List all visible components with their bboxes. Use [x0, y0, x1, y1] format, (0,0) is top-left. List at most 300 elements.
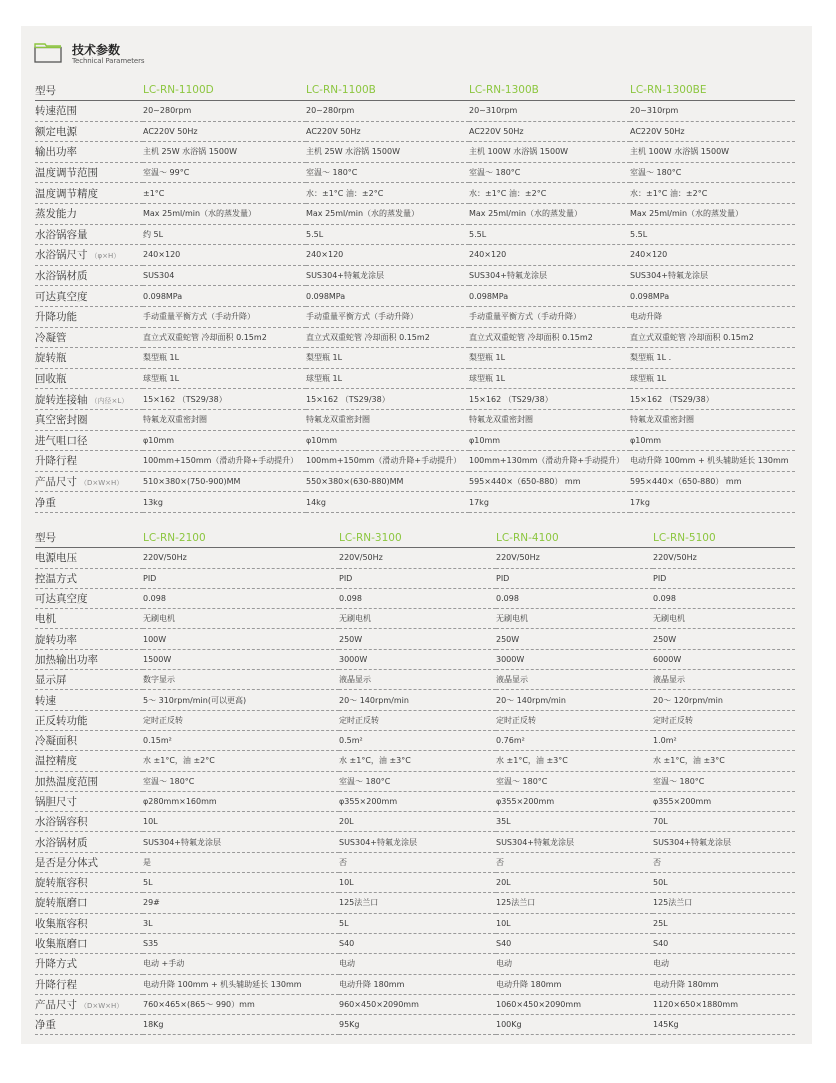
cell-value: φ355×200mm: [339, 791, 496, 811]
cell-value: SUS304+特氟龙涂层: [143, 832, 339, 852]
row-label-text: 产品尺寸: [35, 998, 77, 1011]
cell-value: PID: [143, 568, 339, 588]
table-row: [35, 430, 795, 451]
cell-value: φ280mm×160mm: [143, 791, 339, 811]
table-row: [35, 649, 795, 669]
table-row: [35, 162, 795, 183]
cell-value: Max 25ml/min（水的蒸发量）: [630, 203, 795, 224]
spec-table-1: [35, 80, 795, 513]
table-row: [35, 548, 795, 568]
cell-value: 约 5L: [143, 224, 306, 245]
row-label-text: 水浴锅容量: [35, 228, 88, 241]
cell-value: 特氟龙双重密封圈: [306, 409, 469, 430]
cell-value: 水：±1°C 油：±2°C: [469, 183, 630, 204]
cell-value: 水 ±1°C，油 ±2°C: [143, 751, 339, 771]
row-label: [35, 409, 143, 430]
cell-value: 主机 100W 水浴锅 1500W: [630, 142, 795, 163]
cell-value: 室温～ 180°C: [630, 162, 795, 183]
table-row: [35, 121, 795, 142]
row-label-text: 回收瓶: [35, 373, 67, 386]
cell-value: 250W: [339, 629, 496, 649]
table-row: [35, 710, 795, 730]
row-label: [35, 690, 143, 710]
cell-value: 液晶显示: [496, 670, 653, 690]
row-label: [35, 893, 143, 913]
row-label: [35, 162, 143, 183]
cell-value: 510×380×(750-900)MM: [143, 471, 306, 492]
model-name: LC-RN-1100D: [143, 80, 306, 101]
cell-value: SUS304+特氟龙涂层: [630, 265, 795, 286]
table-row: [35, 101, 795, 122]
cell-value: Max 25ml/min（水的蒸发量）: [143, 203, 306, 224]
cell-value: 100mm+130mm（滑动升降+手动提升）: [469, 451, 630, 472]
model-name: LC-RN-1300B: [469, 80, 630, 101]
row-label-text: 水浴锅材质: [35, 836, 88, 849]
cell-value: 无刷电机: [143, 609, 339, 629]
cell-value: 125法兰口: [653, 893, 795, 913]
cell-value: 1060×450×2090mm: [496, 994, 653, 1014]
cell-value: 20L: [339, 812, 496, 832]
table-row: [35, 832, 795, 852]
cell-value: 室温～ 180°C: [469, 162, 630, 183]
cell-value: 0.098: [143, 588, 339, 608]
cell-value: 手动重量平衡方式（手动升降）: [143, 306, 306, 327]
row-label: [35, 954, 143, 974]
row-label-text: 水浴锅容积: [35, 816, 88, 829]
row-label: [35, 933, 143, 953]
cell-value: 0.098: [339, 588, 496, 608]
row-label: [35, 730, 143, 750]
table-row: [35, 974, 795, 994]
row-label-text: 加热温度范围: [35, 775, 98, 788]
cell-value: 0.098MPa: [630, 286, 795, 307]
cell-value: 定时正反转: [496, 710, 653, 730]
cell-value: 17kg: [630, 492, 795, 513]
cell-value: 水：±1°C 油：±2°C: [306, 183, 469, 204]
cell-value: 20～ 120rpm/min: [653, 690, 795, 710]
cell-value: 数字显示: [143, 670, 339, 690]
model-name: LC-RN-4100: [496, 528, 653, 548]
row-label-text: 电源电压: [35, 552, 77, 565]
row-label: [35, 710, 143, 730]
row-label: [35, 121, 143, 142]
cell-value: 20~310rpm: [469, 101, 630, 122]
cell-value: 220V/50Hz: [496, 548, 653, 568]
row-label: [35, 286, 143, 307]
row-label-text: 水浴锅材质: [35, 270, 88, 283]
cell-value: Max 25ml/min（水的蒸发量）: [469, 203, 630, 224]
cell-value: S40: [653, 933, 795, 953]
cell-value: 240×120: [630, 245, 795, 266]
cell-value: 125法兰口: [496, 893, 653, 913]
cell-value: 电动: [653, 954, 795, 974]
cell-value: 室温～ 180°C: [653, 771, 795, 791]
row-label: [35, 101, 143, 122]
row-label: [35, 224, 143, 245]
cell-value: 定时正反转: [143, 710, 339, 730]
cell-value: 220V/50Hz: [653, 548, 795, 568]
cell-value: 梨型瓶 1L: [306, 348, 469, 369]
cell-value: 直立式双重蛇管 冷却面积 0.15m2: [469, 327, 630, 348]
table-row: [35, 203, 795, 224]
row-label: [35, 492, 143, 513]
row-label-text: 温控精度: [35, 755, 77, 768]
cell-value: 240×120: [469, 245, 630, 266]
cell-value: AC220V 50Hz: [469, 121, 630, 142]
model-label: 型号: [35, 80, 143, 101]
cell-value: SUS304+特氟龙涂层: [339, 832, 496, 852]
model-name: LC-RN-1300BE: [630, 80, 795, 101]
table-row: [35, 492, 795, 513]
row-label-text: 升降方式: [35, 958, 77, 971]
row-label: [35, 568, 143, 588]
row-label: [35, 751, 143, 771]
cell-value: 否: [653, 852, 795, 872]
cell-value: 10L: [143, 812, 339, 832]
row-label: [35, 771, 143, 791]
cell-value: 室温～ 180°C: [306, 162, 469, 183]
cell-value: 250W: [653, 629, 795, 649]
row-label-text: 收集瓶容积: [35, 917, 88, 930]
row-label-text: 转速: [35, 694, 56, 707]
cell-value: 0.098MPa: [306, 286, 469, 307]
row-label: [35, 348, 143, 369]
cell-value: 18Kg: [143, 1015, 339, 1035]
table-row: [35, 409, 795, 430]
cell-value: 主机 25W 水浴锅 1500W: [306, 142, 469, 163]
row-label-text: 显示屏: [35, 674, 67, 687]
cell-value: 0.098MPa: [143, 286, 306, 307]
cell-value: 250W: [496, 629, 653, 649]
cell-value: 0.098MPa: [469, 286, 630, 307]
cell-value: AC220V 50Hz: [143, 121, 306, 142]
cell-value: 220V/50Hz: [339, 548, 496, 568]
table-row: [35, 933, 795, 953]
cell-value: 10L: [339, 873, 496, 893]
table-row: [35, 893, 795, 913]
cell-value: 595×440×（650-880） mm: [630, 471, 795, 492]
table-row: [35, 954, 795, 974]
cell-value: 5L: [339, 913, 496, 933]
table-row: [35, 994, 795, 1014]
row-label-unit: （φ×H）: [90, 252, 121, 261]
cell-value: 595×440×（650-880） mm: [469, 471, 630, 492]
cell-value: 35L: [496, 812, 653, 832]
table-row: [35, 306, 795, 327]
row-label-text: 锅胆尺寸: [35, 796, 77, 808]
cell-value: AC220V 50Hz: [630, 121, 795, 142]
row-label: [35, 873, 143, 893]
row-label-text: 旋转瓶磨口: [35, 897, 88, 910]
table-row: [35, 389, 795, 410]
cell-value: 特氟龙双重密封圈: [630, 409, 795, 430]
cell-value: 是: [143, 852, 339, 872]
cell-value: 240×120: [143, 245, 306, 266]
table-row: [35, 471, 795, 492]
cell-value: 5.5L: [630, 224, 795, 245]
cell-value: 1500W: [143, 649, 339, 669]
row-label: [35, 368, 143, 389]
row-label: [35, 306, 143, 327]
cell-value: 手动重量平衡方式（手动升降）: [306, 306, 469, 327]
table-row: [35, 670, 795, 690]
cell-value: φ10mm: [306, 430, 469, 451]
cell-value: 否: [339, 852, 496, 872]
row-label-text: 正反转功能: [35, 714, 88, 727]
cell-value: S35: [143, 933, 339, 953]
table-row: [35, 265, 795, 286]
row-label-text: 旋转连接轴: [35, 393, 88, 406]
cell-value: 95Kg: [339, 1015, 496, 1035]
cell-value: SUS304+特氟龙涂层: [306, 265, 469, 286]
row-label-text: 冷凝面积: [35, 735, 77, 748]
row-label-text: 旋转瓶容积: [35, 877, 88, 890]
cell-value: φ10mm: [143, 430, 306, 451]
row-label: [35, 265, 143, 286]
table-row: [35, 690, 795, 710]
cell-value: PID: [496, 568, 653, 588]
cell-value: 球型瓶 1L: [306, 368, 469, 389]
cell-value: Max 25ml/min（水的蒸发量）: [306, 203, 469, 224]
row-label-text: 冷凝管: [35, 331, 67, 344]
cell-value: 13kg: [143, 492, 306, 513]
table-row: [35, 142, 795, 163]
row-label: [35, 327, 143, 348]
row-label-text: 输出功率: [35, 146, 77, 159]
row-label: [35, 994, 143, 1014]
row-label-text: 净重: [35, 1019, 56, 1032]
cell-value: AC220V 50Hz: [306, 121, 469, 142]
cell-value: SUS304+特氟龙涂层: [653, 832, 795, 852]
cell-value: 5L: [143, 873, 339, 893]
section-title: 技术参数: [72, 43, 121, 57]
table-row: [35, 588, 795, 608]
row-label-text: 净重: [35, 496, 56, 509]
cell-value: 100mm+150mm（滑动升降+手动提升）: [306, 451, 469, 472]
cell-value: 5.5L: [469, 224, 630, 245]
cell-value: 电动升降 100mm + 机头辅助延长 130mm: [630, 451, 795, 472]
cell-value: 14kg: [306, 492, 469, 513]
cell-value: 手动重量平衡方式（手动升降）: [469, 306, 630, 327]
row-label-text: 旋转功率: [35, 633, 77, 646]
cell-value: 电动 +手动: [143, 954, 339, 974]
row-label-text: 电机: [35, 613, 56, 626]
cell-value: 100Kg: [496, 1015, 653, 1035]
row-label: [35, 183, 143, 204]
cell-value: 无刷电机: [339, 609, 496, 629]
table-row: [35, 812, 795, 832]
cell-value: 3L: [143, 913, 339, 933]
model-label: 型号: [35, 528, 143, 548]
cell-value: 50L: [653, 873, 795, 893]
row-label: [35, 548, 143, 568]
table-row: [35, 791, 795, 811]
cell-value: 水 ±1°C，油 ±3°C: [496, 751, 653, 771]
table-row: [35, 730, 795, 750]
table-row: [35, 348, 795, 369]
cell-value: 球型瓶 1L: [630, 368, 795, 389]
cell-value: 550×380×(630-880)MM: [306, 471, 469, 492]
cell-value: 电动升降 180mm: [339, 974, 496, 994]
row-label: [35, 1015, 143, 1035]
cell-value: 水 ±1°C，油 ±3°C: [339, 751, 496, 771]
cell-value: 电动: [496, 954, 653, 974]
cell-value: SUS304+特氟龙涂层: [496, 832, 653, 852]
cell-value: 1120×650×1880mm: [653, 994, 795, 1014]
cell-value: 电动升降: [630, 306, 795, 327]
cell-value: S40: [339, 933, 496, 953]
cell-value: 电动升降 100mm + 机头辅助延长 130mm: [143, 974, 339, 994]
folder-icon: [34, 43, 62, 63]
cell-value: 电动: [339, 954, 496, 974]
cell-value: 20～ 140rpm/min: [339, 690, 496, 710]
table-row: [35, 751, 795, 771]
cell-value: 水 ±1°C，油 ±3°C: [653, 751, 795, 771]
cell-value: 29#: [143, 893, 339, 913]
row-label-text: 旋转瓶: [35, 352, 67, 365]
cell-value: 3000W: [339, 649, 496, 669]
row-label: [35, 588, 143, 608]
row-label: [35, 245, 143, 266]
table-row: [35, 771, 795, 791]
row-label-unit: （D×W×H）: [80, 1001, 124, 1010]
row-label-unit: （内径×L）: [90, 396, 129, 405]
model-name: LC-RN-2100: [143, 528, 339, 548]
cell-value: 20~310rpm: [630, 101, 795, 122]
row-label: [35, 430, 143, 451]
row-label-text: 控温方式: [35, 572, 77, 585]
cell-value: 球型瓶 1L: [469, 368, 630, 389]
row-label-text: 温度调节范围: [35, 167, 98, 180]
spec-table-2: [35, 528, 795, 1035]
cell-value: 5～ 310rpm/min(可以更高): [143, 690, 339, 710]
row-label-text: 额定电源: [35, 125, 77, 138]
cell-value: 5.5L: [306, 224, 469, 245]
cell-value: 特氟龙双重密封圈: [143, 409, 306, 430]
cell-value: 直立式双重蛇管 冷却面积 0.15m2: [630, 327, 795, 348]
row-label-text: 升降功能: [35, 311, 77, 324]
cell-value: 10L: [496, 913, 653, 933]
cell-value: 100mm+150mm（滑动升降+手动提升）: [143, 451, 306, 472]
cell-value: 室温～ 99°C: [143, 162, 306, 183]
row-label-text: 加热输出功率: [35, 653, 98, 666]
cell-value: PID: [653, 568, 795, 588]
row-label-unit: （D×W×H）: [80, 478, 124, 487]
cell-value: 0.098: [653, 588, 795, 608]
cell-value: φ355×200mm: [496, 791, 653, 811]
cell-value: 0.098: [496, 588, 653, 608]
cell-value: SUS304+特氟龙涂层: [469, 265, 630, 286]
cell-value: 主机 25W 水浴锅 1500W: [143, 142, 306, 163]
cell-value: 240×120: [306, 245, 469, 266]
cell-value: 定时正反转: [653, 710, 795, 730]
cell-value: ±1°C: [143, 183, 306, 204]
cell-value: 15×162 （TS29/38）: [143, 389, 306, 410]
table-row: [35, 286, 795, 307]
row-label: [35, 142, 143, 163]
table-row: [35, 568, 795, 588]
cell-value: 0.5m²: [339, 730, 496, 750]
model-header-row: [35, 80, 795, 101]
cell-value: 直立式双重蛇管 冷却面积 0.15m2: [306, 327, 469, 348]
cell-value: 主机 100W 水浴锅 1500W: [469, 142, 630, 163]
row-label: [35, 609, 143, 629]
cell-value: 定时正反转: [339, 710, 496, 730]
cell-value: 145Kg: [653, 1015, 795, 1035]
row-label-text: 蒸发能力: [35, 208, 77, 221]
row-label: [35, 629, 143, 649]
cell-value: 20~280rpm: [143, 101, 306, 122]
cell-value: 20L: [496, 873, 653, 893]
row-label: [35, 812, 143, 832]
cell-value: 25L: [653, 913, 795, 933]
table-row: [35, 852, 795, 872]
cell-value: 否: [496, 852, 653, 872]
cell-value: 梨型瓶 1L .: [630, 348, 795, 369]
cell-value: 125法兰口: [339, 893, 496, 913]
table-row: [35, 873, 795, 893]
cell-value: SUS304: [143, 265, 306, 286]
row-label-text: 温度调节精度: [35, 187, 98, 200]
section-subtitle: Technical Parameters: [72, 57, 145, 65]
cell-value: 70L: [653, 812, 795, 832]
table-row: [35, 609, 795, 629]
row-label-text: 升降行程: [35, 455, 77, 468]
row-label-text: 进气咀口径: [35, 434, 88, 447]
cell-value: PID: [339, 568, 496, 588]
row-label: [35, 471, 143, 492]
row-label-text: 产品尺寸: [35, 475, 77, 488]
row-label: [35, 389, 143, 410]
cell-value: 15×162 （TS29/38）: [469, 389, 630, 410]
cell-value: 球型瓶 1L: [143, 368, 306, 389]
row-label: [35, 649, 143, 669]
model-header-row: [35, 528, 795, 548]
cell-value: 20～ 140rpm/min: [496, 690, 653, 710]
model-name: LC-RN-5100: [653, 528, 795, 548]
row-label-text: 真空密封圈: [35, 414, 88, 427]
row-label: [35, 203, 143, 224]
model-name: LC-RN-1100B: [306, 80, 469, 101]
table-row: [35, 451, 795, 472]
row-label-text: 水浴锅尺寸: [35, 249, 88, 262]
cell-value: 液晶显示: [653, 670, 795, 690]
cell-value: 水：±1°C 油：±2°C: [630, 183, 795, 204]
table-row: [35, 368, 795, 389]
cell-value: 0.15m²: [143, 730, 339, 750]
table-row: [35, 327, 795, 348]
cell-value: 960×450×2090mm: [339, 994, 496, 1014]
model-name: LC-RN-3100: [339, 528, 496, 548]
cell-value: 直立式双重蛇管 冷却面积 0.15m2: [143, 327, 306, 348]
cell-value: 梨型瓶 1L: [469, 348, 630, 369]
table-row: [35, 224, 795, 245]
row-label: [35, 852, 143, 872]
row-label: [35, 913, 143, 933]
cell-value: 无刷电机: [653, 609, 795, 629]
row-label-text: 可达真空度: [35, 290, 88, 303]
table-row: [35, 183, 795, 204]
table-row: [35, 245, 795, 266]
cell-value: 室温～ 180°C: [496, 771, 653, 791]
row-label-text: 可达真空度: [35, 593, 88, 606]
cell-value: 17kg: [469, 492, 630, 513]
row-label-text: 升降行程: [35, 978, 77, 991]
cell-value: 6000W: [653, 649, 795, 669]
cell-value: φ10mm: [469, 430, 630, 451]
cell-value: 特氟龙双重密封圈: [469, 409, 630, 430]
row-label: [35, 791, 143, 811]
